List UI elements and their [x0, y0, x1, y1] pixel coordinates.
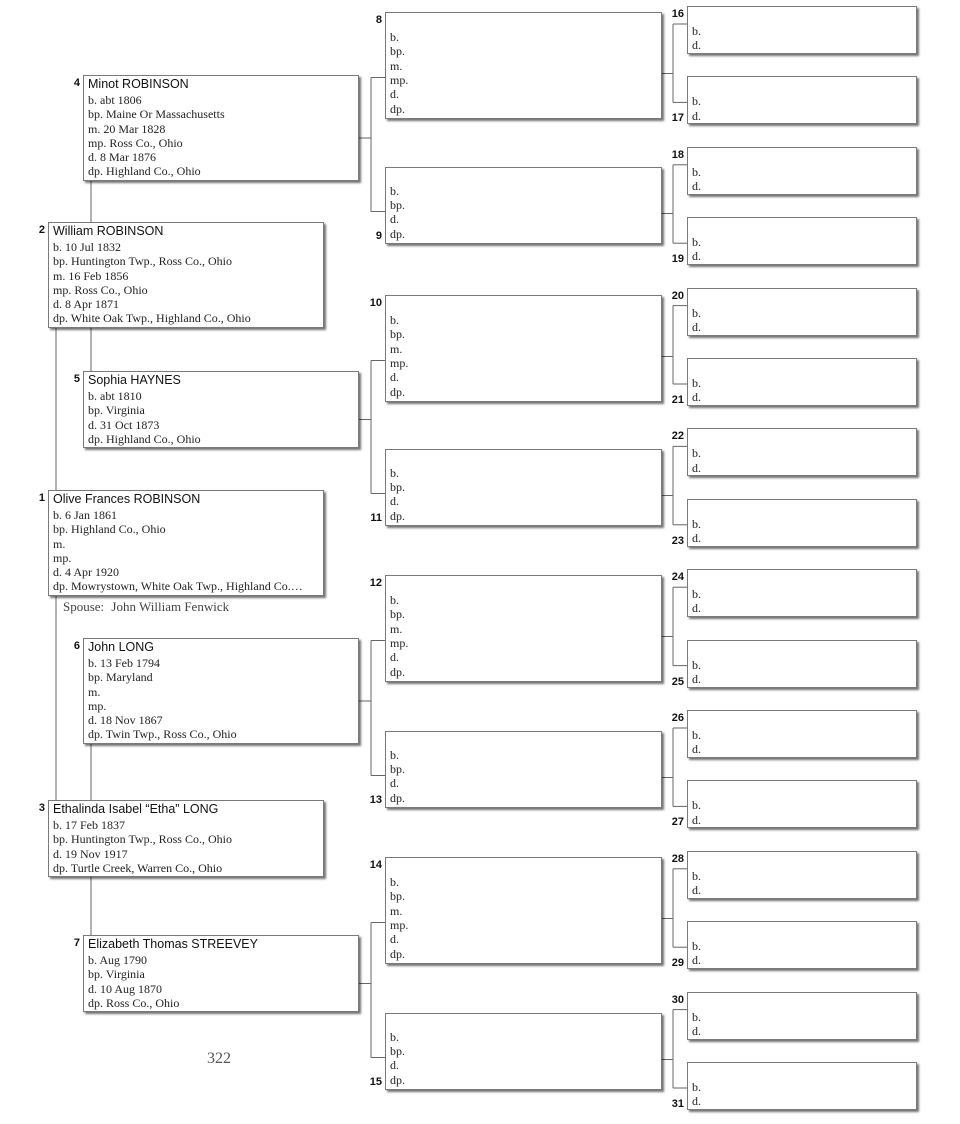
- detail-line: d.: [692, 1023, 701, 1038]
- ahnentafel-number: 7: [73, 937, 80, 949]
- ahnentafel-number: 8: [375, 14, 382, 26]
- detail-line: d.: [692, 953, 701, 968]
- person-details: [692, 1010, 701, 1039]
- detail-line: bp. Maine Or Massachusetts: [88, 107, 225, 122]
- detail-line: b.: [390, 30, 399, 45]
- detail-line: b.: [692, 376, 701, 390]
- person-details: [88, 953, 179, 1010]
- person-box-18: [687, 147, 917, 195]
- detail-line: mp.: [88, 698, 107, 713]
- person-box-13: [385, 731, 662, 808]
- detail-line: d.: [692, 38, 701, 53]
- detail-line: mp.: [390, 356, 409, 371]
- detail-line: m.: [390, 341, 403, 356]
- detail-line: m. 20 Mar 1828: [88, 121, 166, 136]
- detail-line: bp.: [390, 607, 405, 622]
- detail-line: d.: [692, 601, 701, 616]
- detail-line: mp.: [390, 918, 409, 933]
- person-box-15: [385, 1013, 662, 1090]
- detail-line: d.: [390, 1058, 399, 1073]
- detail-line: dp.: [390, 101, 405, 116]
- detail-line: bp. Virginia: [88, 967, 145, 982]
- detail-line: b. abt 1806: [88, 93, 142, 107]
- detail-line: b.: [692, 728, 701, 742]
- ahnentafel-number: 23: [671, 534, 684, 547]
- detail-line: b.: [692, 939, 701, 954]
- detail-line: b.: [692, 24, 701, 38]
- detail-line: d.: [390, 776, 399, 791]
- person-details: [390, 593, 408, 679]
- detail-line: dp.: [390, 226, 405, 241]
- ahnentafel-number: 24: [671, 571, 684, 584]
- ahnentafel-number: 9: [375, 230, 382, 242]
- detail-line: b.: [692, 94, 701, 109]
- detail-line: dp. Highland Co., Ohio: [88, 164, 201, 179]
- detail-line: d. 10 Aug 1870: [88, 981, 163, 996]
- ahnentafel-number: 1: [38, 492, 45, 504]
- person-details: [692, 235, 701, 264]
- person-box-23: [687, 499, 917, 547]
- ahnentafel-number: 21: [671, 394, 684, 406]
- detail-line: d.: [390, 212, 399, 227]
- person-box-21: [687, 358, 917, 406]
- detail-line: bp.: [390, 327, 405, 342]
- detail-line: bp.: [390, 480, 405, 495]
- person-details: [88, 389, 201, 446]
- detail-line: d.: [692, 179, 701, 194]
- person-details: [692, 939, 701, 968]
- detail-line: d.: [692, 883, 701, 898]
- person-box-9: [385, 167, 662, 244]
- detail-line: b.: [692, 1009, 701, 1024]
- person-details: [692, 446, 701, 475]
- detail-line: dp.: [390, 790, 405, 805]
- detail-line: d.: [692, 108, 701, 123]
- spouse-label: Spouse:: [63, 599, 105, 614]
- detail-line: d.: [390, 932, 399, 947]
- detail-line: b. abt 1810: [88, 389, 142, 403]
- detail-line: m.: [390, 58, 403, 73]
- person-details: [53, 508, 303, 594]
- detail-line: bp. Highland Co., Ohio: [53, 522, 166, 537]
- person-box-2: [48, 222, 324, 328]
- detail-line: m. 16 Feb 1856: [53, 268, 129, 283]
- detail-line: bp. Huntington Twp., Ross Co., Ohio: [53, 254, 232, 269]
- detail-line: d.: [692, 671, 701, 686]
- person-details: [53, 240, 251, 326]
- person-details: [390, 30, 408, 116]
- detail-line: b.: [390, 183, 399, 198]
- person-name: Olive Frances ROBINSON: [53, 492, 201, 506]
- detail-line: b. 17 Feb 1837: [53, 818, 125, 832]
- person-details: [390, 313, 408, 399]
- person-box-25: [687, 640, 917, 688]
- detail-line: b.: [390, 747, 399, 762]
- detail-line: b.: [390, 313, 399, 328]
- detail-line: b. 10 Jul 1832: [53, 240, 122, 254]
- person-box-10: [385, 295, 662, 402]
- person-details: [390, 1030, 405, 1087]
- person-details: [390, 875, 408, 961]
- detail-line: dp. Mowrystown, White Oak Twp., Highland Co.…: [53, 579, 303, 594]
- detail-line: d.: [390, 370, 399, 385]
- ahnentafel-number: 28: [671, 852, 684, 865]
- person-name: Ethalinda Isabel “Etha” LONG: [53, 802, 219, 816]
- person-box-29: [687, 921, 917, 969]
- detail-line: dp.: [390, 508, 405, 523]
- person-box-28: [687, 851, 917, 899]
- person-box-5: [83, 371, 359, 448]
- detail-line: d. 19 Nov 1917: [53, 846, 128, 861]
- person-details: [692, 869, 701, 898]
- detail-line: dp. Ross Co., Ohio: [88, 995, 180, 1010]
- person-details: [692, 517, 701, 546]
- ahnentafel-number: 11: [370, 512, 382, 524]
- detail-line: b.: [390, 593, 399, 608]
- detail-line: b.: [692, 164, 701, 179]
- person-details: [88, 93, 225, 179]
- ahnentafel-number: 20: [671, 289, 684, 302]
- ahnentafel-number: 19: [671, 253, 684, 266]
- person-box-26: [687, 710, 917, 758]
- detail-line: bp. Maryland: [88, 670, 153, 685]
- detail-line: dp. White Oak Twp., Highland Co., Ohio: [53, 311, 251, 326]
- detail-line: d.: [692, 531, 701, 546]
- ahnentafel-number: 3: [38, 802, 45, 814]
- detail-line: b. 6 Jan 1861: [53, 508, 117, 522]
- detail-line: m.: [88, 684, 101, 699]
- person-box-27: [687, 780, 917, 828]
- person-box-17: [687, 76, 917, 124]
- detail-line: d. 31 Oct 1873: [88, 417, 160, 432]
- ahnentafel-number: 30: [671, 993, 684, 1006]
- ahnentafel-number: 27: [671, 816, 684, 829]
- person-box-22: [687, 428, 917, 476]
- person-details: [53, 818, 232, 875]
- detail-line: b.: [390, 465, 399, 480]
- ahnentafel-number: 14: [369, 859, 382, 871]
- person-box-8: [385, 12, 662, 119]
- person-details: [692, 587, 701, 616]
- ahnentafel-number: 2: [38, 224, 45, 236]
- ahnentafel-number: 17: [671, 112, 684, 125]
- detail-line: b.: [692, 446, 701, 461]
- person-details: [692, 1080, 701, 1109]
- person-box-24: [687, 569, 917, 617]
- person-box-16: [687, 6, 917, 54]
- detail-line: b.: [692, 657, 701, 672]
- detail-line: b.: [692, 798, 701, 813]
- person-box-30: [687, 992, 917, 1040]
- detail-line: d.: [692, 460, 701, 475]
- ahnentafel-number: 31: [671, 1098, 684, 1110]
- person-details: [692, 728, 701, 757]
- person-box-19: [687, 217, 917, 265]
- ahnentafel-number: 4: [73, 77, 80, 89]
- detail-line: m.: [390, 903, 403, 918]
- ahnentafel-number: 12: [369, 577, 382, 589]
- person-name: William ROBINSON: [53, 224, 164, 238]
- ahnentafel-number: 15: [369, 1076, 382, 1088]
- ahnentafel-number: 26: [671, 712, 684, 724]
- detail-line: bp. Huntington Twp., Ross Co., Ohio: [53, 832, 232, 847]
- detail-line: b.: [390, 875, 399, 890]
- detail-line: b.: [692, 1080, 701, 1094]
- ahnentafel-number: 5: [73, 373, 80, 385]
- detail-line: d.: [692, 1094, 701, 1109]
- person-box-7: [83, 935, 359, 1012]
- spouse-name: John William Fenwick: [111, 599, 230, 614]
- detail-line: d. 4 Apr 1920: [53, 565, 119, 580]
- detail-line: bp.: [390, 198, 405, 213]
- person-box-14: [385, 857, 662, 964]
- person-box-4: [83, 75, 359, 181]
- detail-line: b.: [692, 868, 701, 883]
- person-details: [88, 656, 237, 742]
- detail-line: b.: [692, 587, 701, 602]
- detail-line: mp. Ross Co., Ohio: [53, 282, 148, 297]
- detail-line: bp.: [390, 1044, 405, 1059]
- detail-line: b.: [692, 516, 701, 531]
- person-name: John LONG: [88, 640, 155, 654]
- person-details: [692, 94, 701, 123]
- detail-line: b. Aug 1790: [88, 953, 148, 967]
- person-box-20: [687, 288, 917, 336]
- spouse-line: [63, 599, 229, 615]
- person-box-6: [83, 638, 359, 744]
- detail-line: d.: [692, 319, 701, 334]
- page-number: 322: [207, 1050, 231, 1067]
- person-box-3: [48, 800, 324, 877]
- person-details: [692, 165, 701, 194]
- detail-line: bp.: [390, 44, 405, 59]
- person-box-11: [385, 449, 662, 526]
- detail-line: m.: [53, 536, 66, 551]
- detail-line: bp.: [390, 762, 405, 777]
- ahnentafel-number: 6: [73, 640, 80, 652]
- detail-line: d. 8 Apr 1871: [53, 297, 119, 312]
- detail-line: d.: [692, 249, 701, 264]
- detail-line: d.: [692, 390, 701, 405]
- detail-line: dp.: [390, 664, 405, 679]
- detail-line: d.: [390, 494, 399, 509]
- person-details: [390, 184, 405, 241]
- detail-line: d. 18 Nov 1867: [88, 713, 163, 728]
- detail-line: dp.: [390, 1072, 405, 1087]
- detail-line: dp. Highland Co., Ohio: [88, 431, 201, 446]
- detail-line: bp. Virginia: [88, 403, 145, 418]
- detail-line: dp. Twin Twp., Ross Co., Ohio: [88, 727, 237, 742]
- person-box-1: [48, 490, 324, 596]
- detail-line: d.: [692, 812, 701, 827]
- person-name: Sophia HAYNES: [88, 373, 181, 387]
- detail-line: mp.: [53, 550, 72, 565]
- ahnentafel-number: 10: [369, 297, 382, 309]
- ahnentafel-number: 22: [671, 430, 684, 443]
- person-details: [692, 658, 701, 687]
- ahnentafel-number: 29: [671, 957, 684, 970]
- detail-line: d.: [390, 87, 399, 102]
- person-details: [692, 306, 701, 335]
- person-box-12: [385, 575, 662, 682]
- person-details: [692, 798, 701, 827]
- person-name: Elizabeth Thomas STREEVEY: [88, 937, 258, 951]
- detail-line: b. 13 Feb 1794: [88, 656, 160, 670]
- ahnentafel-number: 18: [671, 148, 684, 161]
- person-details: [692, 24, 701, 53]
- detail-line: bp.: [390, 889, 405, 904]
- detail-line: b.: [390, 1029, 399, 1044]
- detail-line: d.: [390, 650, 399, 665]
- detail-line: b.: [692, 235, 701, 250]
- person-details: [390, 748, 405, 805]
- person-details: [692, 376, 701, 405]
- ahnentafel-number: 13: [369, 794, 382, 806]
- detail-line: d. 8 Mar 1876: [88, 150, 156, 165]
- detail-line: mp.: [390, 73, 409, 88]
- detail-line: dp. Turtle Creek, Warren Co., Ohio: [53, 860, 223, 875]
- detail-line: m.: [390, 621, 403, 636]
- ahnentafel-number: 16: [671, 8, 684, 20]
- detail-line: b.: [692, 305, 701, 320]
- person-box-31: [687, 1062, 917, 1110]
- detail-line: mp.: [390, 636, 409, 651]
- ahnentafel-number: 25: [671, 675, 684, 688]
- detail-line: d.: [692, 742, 701, 757]
- person-details: [390, 466, 405, 523]
- detail-line: dp.: [390, 384, 405, 399]
- detail-line: dp.: [390, 946, 405, 961]
- person-name: Minot ROBINSON: [88, 77, 189, 91]
- detail-line: mp. Ross Co., Ohio: [88, 135, 183, 150]
